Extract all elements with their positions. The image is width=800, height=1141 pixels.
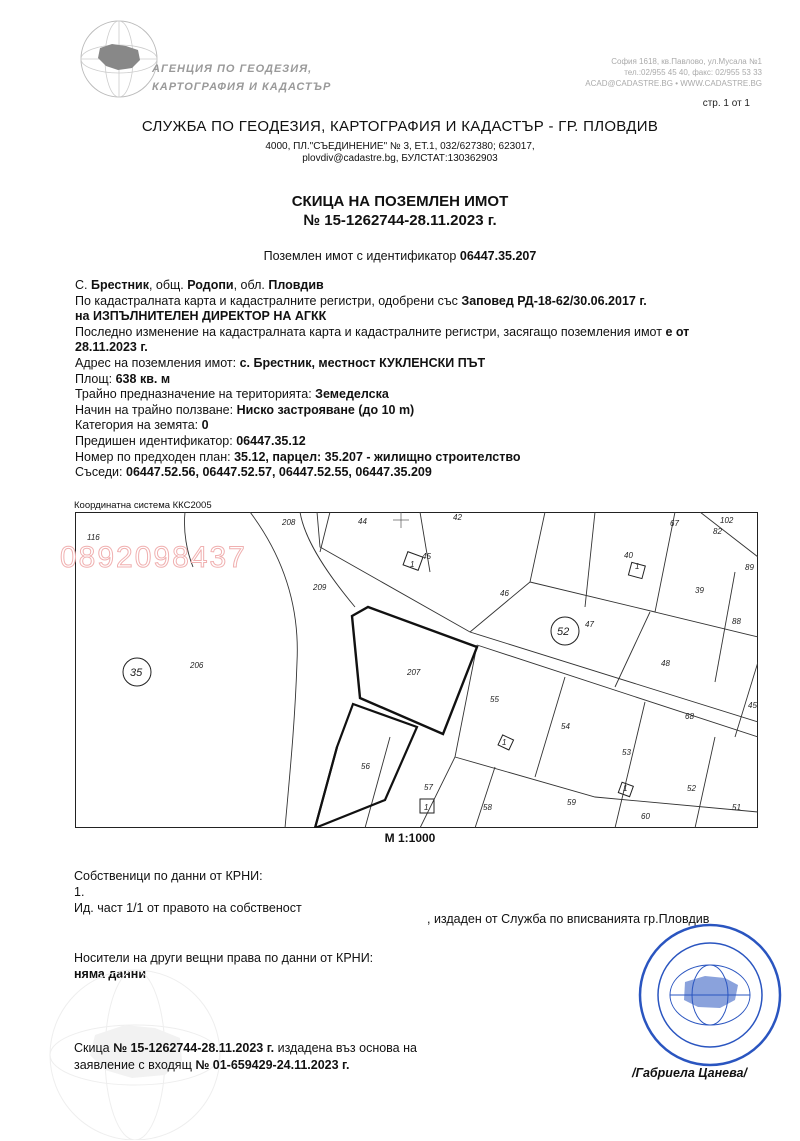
footer-line1 <box>74 1040 417 1057</box>
parcel-label: 51 <box>732 803 741 812</box>
owners-section <box>74 868 302 916</box>
area-line <box>75 372 765 388</box>
category-value: 0 <box>201 418 209 433</box>
parcel-label: 48 <box>661 659 670 668</box>
agency-logo-icon <box>78 18 160 100</box>
previous-id-label: Предишен идентификатор: <box>75 433 237 448</box>
previous-id-line <box>75 434 765 450</box>
watermark-phone: 0892098437 <box>60 541 247 574</box>
parcel-label: 82 <box>713 527 722 536</box>
footer-note <box>74 1040 417 1074</box>
page-number: стр. 1 от 1 <box>702 98 750 109</box>
municipality-value: Родопи <box>187 278 234 292</box>
parcel-label: 53 <box>622 748 631 757</box>
document-title <box>0 192 800 230</box>
parcel-label: 1 <box>502 738 507 747</box>
parcel-label: 58 <box>483 803 492 812</box>
parcel-label: 55 <box>490 695 499 704</box>
owner-number: 1. <box>74 885 85 899</box>
purpose-value: Земеделска <box>315 387 389 402</box>
agency-name-line1: АГЕНЦИЯ ПО ГЕОДЕЗИЯ, <box>152 63 313 75</box>
official-stamp-icon <box>620 920 790 1070</box>
parcel-label: 68 <box>685 712 694 721</box>
parcel-label: 47 <box>585 620 594 629</box>
last-change-date-b: 28.11.2023 г. <box>75 340 148 355</box>
office-title: СЛУЖБА ПО ГЕОДЕЗИЯ, КАРТОГРАФИЯ И КАДАСТЪР - ГР. ПЛОВДИВ <box>141 118 659 135</box>
parcel-label: 45 <box>748 701 757 710</box>
category-label: Категория на земята: <box>75 418 202 433</box>
parcel-label: 54 <box>561 722 570 731</box>
footer-number: № 15-1262744-28.11.2023 г. <box>113 1041 275 1055</box>
last-change-line <box>75 325 765 341</box>
parcel-label: 52 <box>687 784 696 793</box>
purpose-line <box>75 387 765 403</box>
rights-value: няма данни <box>74 967 147 981</box>
last-change-date-line <box>75 340 765 356</box>
agency-name-line2: КАРТОГРАФИЯ И КАДАСТЪР <box>152 81 332 93</box>
previous-plan-value: 35.12, парцел: 35.207 - жилищно строителство <box>234 449 521 464</box>
region-prefix: , обл. <box>233 278 269 292</box>
parcel-label: 206 <box>190 661 204 670</box>
owner-share: Ид. част 1/1 от правото на собственост <box>74 901 302 915</box>
signature: /Габриела Цанева/ <box>632 1066 747 1080</box>
parcel-label: 67 <box>670 519 679 528</box>
parcel-label: 89 <box>745 563 754 572</box>
parcel-label: 45 <box>422 552 431 561</box>
village-value: Брестник <box>90 278 149 292</box>
owners-label: Собственици по данни от КРНИ: <box>74 869 263 883</box>
last-change-date-a: е от <box>665 324 690 339</box>
contact-email: ACAD@CADASTRE.BG • WWW.CADASTRE.BG <box>585 79 762 88</box>
parcel-label: 208 <box>282 518 296 527</box>
parcel-label: 57 <box>424 783 433 792</box>
usage-line <box>75 403 765 419</box>
parcel-label: 116 <box>87 533 100 542</box>
parcel-label: 1 <box>410 560 415 569</box>
parcel-label: 88 <box>732 617 741 626</box>
approval-by-line <box>75 309 765 325</box>
owner-issued-by: , издаден от Служба по вписванията гр.Пловдив <box>427 912 710 926</box>
footer-line2-prefix: заявление с входящ <box>74 1058 196 1072</box>
purpose-label: Трайно предназначение на територията: <box>75 387 316 402</box>
contact-phone: тел.:02/955 45 40, факс: 02/955 53 33 <box>624 68 762 77</box>
address-label: Адрес на поземления имот: <box>75 355 240 370</box>
identifier-line <box>0 249 800 263</box>
office-address <box>0 141 800 165</box>
area-label: Площ: <box>75 371 116 386</box>
identifier-value: 06447.35.207 <box>459 249 537 263</box>
footer-prefix: Скица <box>74 1041 114 1055</box>
office-address-line2: plovdiv@cadastre.bg, БУЛСТАТ:130362903 <box>302 153 498 164</box>
parcel-label: 1 <box>424 803 429 812</box>
property-details <box>75 278 765 481</box>
approval-order: Заповед РД-18-62/30.06.2017 г. <box>461 293 647 308</box>
village-prefix: С. <box>75 278 91 292</box>
region-label-35: 35 <box>130 667 143 679</box>
region-value: Пловдив <box>268 278 324 292</box>
location-line <box>75 278 765 294</box>
parcel-label: 39 <box>695 586 704 595</box>
footer-line2 <box>74 1057 417 1074</box>
parcel-label: 1 <box>635 562 640 571</box>
office-address-line1: 4000, ПЛ."СЪЕДИНЕНИЕ" № 3, ЕТ.1, 032/627380; 623017, <box>265 141 535 152</box>
parcel-label: 56 <box>361 762 370 771</box>
document-title-text: СКИЦА НА ПОЗЕМЛЕН ИМОТ <box>291 193 509 210</box>
area-value: 638 кв. м <box>115 371 171 386</box>
footer-application: № 01-659429-24.11.2023 г. <box>195 1058 350 1072</box>
map-scale: М 1:1000 <box>384 831 436 845</box>
document-number: № 15-1262744-28.11.2023 г. <box>303 212 497 229</box>
parcel-label: 59 <box>567 798 576 807</box>
last-change-text: Последно изменение на кадастралната карта и кадастралните регистри, засягащо поземления имот <box>75 324 666 339</box>
parcel-label: 44 <box>358 517 367 526</box>
contact-address: София 1618, кв.Павлово, ул.Мусала №1 <box>611 57 762 66</box>
approval-text: По кадастралната карта и кадастралните регистри, одобрени със <box>75 293 462 308</box>
parcel-label: 46 <box>500 589 509 598</box>
approval-line <box>75 294 765 310</box>
footer-middle: издадена въз основа на <box>274 1041 417 1055</box>
parcel-label: 1 <box>623 784 628 793</box>
usage-value: Ниско застрояване (до 10 m) <box>236 402 415 417</box>
category-line <box>75 418 765 434</box>
neighbours-label: Съседи: <box>75 465 126 480</box>
neighbours-line <box>75 465 765 481</box>
neighbours-value: 06447.52.56, 06447.52.57, 06447.52.55, 06447.35.209 <box>126 465 432 480</box>
region-label-52: 52 <box>557 626 570 638</box>
parcel-label: 60 <box>641 812 650 821</box>
parcel-label: 207 <box>407 668 421 677</box>
previous-plan-line <box>75 450 765 466</box>
agency-contacts <box>585 56 762 89</box>
parcel-label: 209 <box>313 583 327 592</box>
address-line <box>75 356 765 372</box>
parcel-label: 42 <box>453 513 462 522</box>
address-value: с. Брестник, местност КУКЛЕНСКИ ПЪТ <box>239 355 486 370</box>
parcel-label: 102 <box>720 516 734 525</box>
rights-label: Носители на други вещни права по данни от КРНИ: <box>74 951 374 965</box>
coordinate-system: Координатна система ККС2005 <box>74 500 212 511</box>
municipality-prefix: , общ. <box>148 278 188 292</box>
previous-plan-label: Номер по предходен план: <box>75 449 235 464</box>
agency-name <box>152 60 331 96</box>
approval-by: на ИЗПЪЛНИТЕЛЕН ДИРЕКТОР НА АГКК <box>75 309 327 324</box>
previous-id-value: 06447.35.12 <box>236 433 306 448</box>
parcel-label: 40 <box>624 551 633 560</box>
usage-label: Начин на трайно ползване: <box>75 402 237 417</box>
identifier-label: Поземлен имот с идентификатор <box>263 249 457 263</box>
